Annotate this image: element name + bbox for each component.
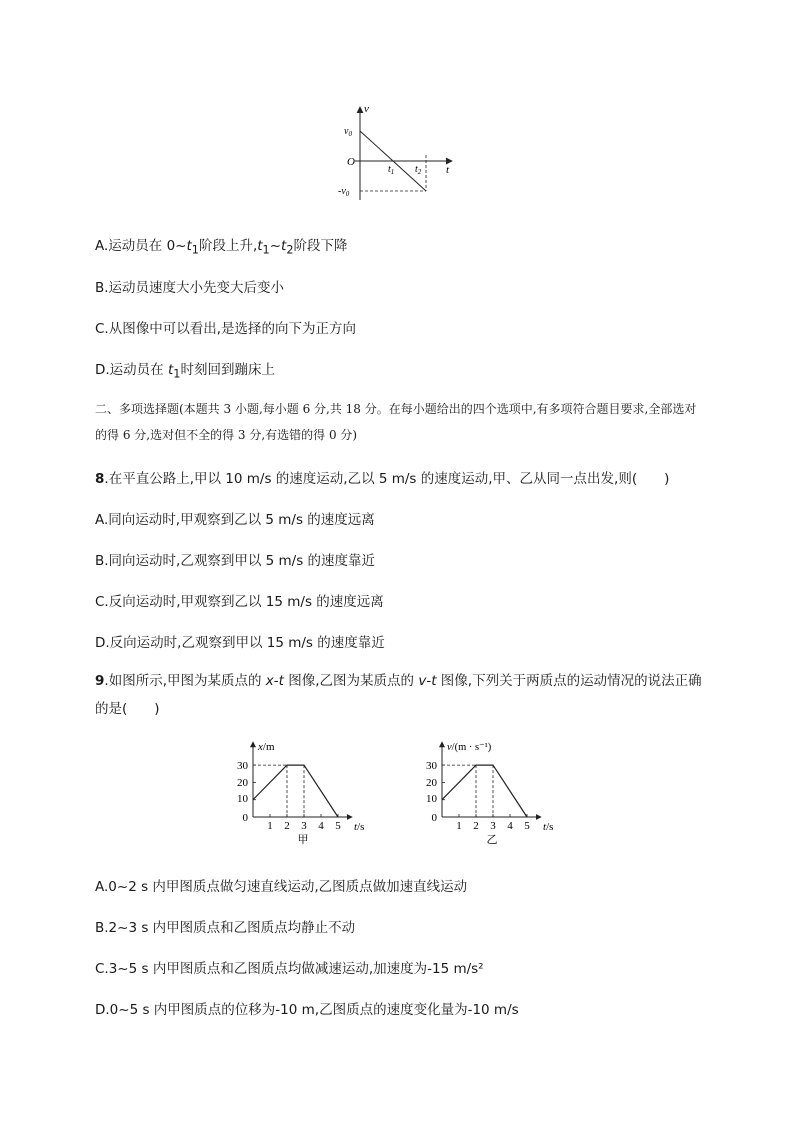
yi-xtick: 2 <box>473 820 479 832</box>
v0-label: $v_0$ <box>344 126 352 138</box>
yi-xtick: 3 <box>490 820 496 832</box>
jia-xtick: 4 <box>318 820 324 832</box>
t-axis-label: t <box>446 164 450 176</box>
yi-xtick: 4 <box>507 820 513 832</box>
jia-y-label: x/m <box>258 741 275 753</box>
t2-label: $t_2$ <box>415 164 422 176</box>
neg-v0-label: $-v_0$ <box>338 186 350 198</box>
jia-ytick: 0 <box>242 812 248 824</box>
jia-x-label: t/s <box>354 821 365 833</box>
v-axis-label: v <box>364 103 369 115</box>
graph-jia <box>237 741 364 846</box>
yi-ytick: 30 <box>426 760 437 772</box>
q8-option-c[interactable]: C.反向运动时,甲观察到乙以 15 m/s 的速度远离 <box>95 594 384 610</box>
graph-yi <box>426 742 553 846</box>
q9-option-d[interactable]: D.0~5 s 内甲图质点的位移为-10 m,乙图质点的速度变化量为-10 m/s <box>95 1002 519 1018</box>
q9-stem: 9.如图所示,甲图为某质点的 x-t 图像,乙图为某质点的 v-t 图像,下列关于两质点的运动情况的说法正确的是( ) <box>95 673 702 717</box>
yi-caption: 乙 <box>486 834 498 846</box>
yi-x-label: t/s <box>543 821 554 833</box>
jia-ytick: 30 <box>237 760 248 772</box>
yi-y-label: v/(m · s⁻¹) <box>447 742 492 753</box>
q7-option-b[interactable]: B.运动员速度大小先变大后变小 <box>95 280 285 296</box>
section-2-heading: 二、多项选择题(本题共 3 小题,每小题 6 分,共 18 分。在每小题给出的四个选项中,有多项符合题目要求,全部选对的得 6 分,选对但不全的得 3 分,有选错的得 0 分) <box>95 402 697 442</box>
jia-ytick: 10 <box>237 793 248 805</box>
q9-option-c[interactable]: C.3~5 s 内甲图质点和乙图质点均做减速运动,加速度为-15 m/s² <box>95 961 484 977</box>
yi-ytick: 10 <box>426 793 437 805</box>
jia-xtick: 5 <box>335 820 341 832</box>
jia-caption: 甲 <box>297 834 309 846</box>
q8-stem: 8.在平直公路上,甲以 10 m/s 的速度运动,乙以 5 m/s 的速度运动,甲、乙从同一点出发,则( ) <box>95 471 670 487</box>
q9-option-b[interactable]: B.2~3 s 内甲图质点和乙图质点均静止不动 <box>95 920 356 936</box>
q8-option-b[interactable]: B.同向运动时,乙观察到甲以 5 m/s 的速度靠近 <box>95 553 376 569</box>
yi-ytick: 20 <box>426 777 437 789</box>
jia-ytick: 20 <box>237 777 248 789</box>
jia-series-line <box>253 765 338 817</box>
yi-series-line <box>442 765 527 817</box>
q8-option-d[interactable]: D.反向运动时,乙观察到甲以 15 m/s 的速度靠近 <box>95 635 385 651</box>
jia-xtick: 3 <box>301 820 307 832</box>
q9-graphs <box>0 735 794 865</box>
q7-option-a[interactable]: A.运动员在 $0\sim t_1$阶段上升$,t_1\sim t_2$阶段下降 <box>95 238 348 257</box>
yi-xtick: 5 <box>524 820 530 832</box>
origin-label: O <box>347 156 355 168</box>
jia-xtick: 1 <box>267 820 273 832</box>
q8-option-a[interactable]: A.同向运动时,甲观察到乙以 5 m/s 的速度远离 <box>95 512 375 528</box>
q7-option-c[interactable]: C.从图像中可以看出,是选择的向下为正方向 <box>95 321 357 337</box>
jia-xtick: 2 <box>284 820 290 832</box>
yi-ytick: 0 <box>431 812 437 824</box>
t1-label: $t_1$ <box>388 164 395 176</box>
yi-xtick: 1 <box>456 820 462 832</box>
q9-option-a[interactable]: A.0~2 s 内甲图质点做匀速直线运动,乙图质点做加速直线运动 <box>95 879 468 895</box>
q7-option-d[interactable]: D.运动员在 $t_1$时刻回到蹦床上 <box>95 362 275 381</box>
